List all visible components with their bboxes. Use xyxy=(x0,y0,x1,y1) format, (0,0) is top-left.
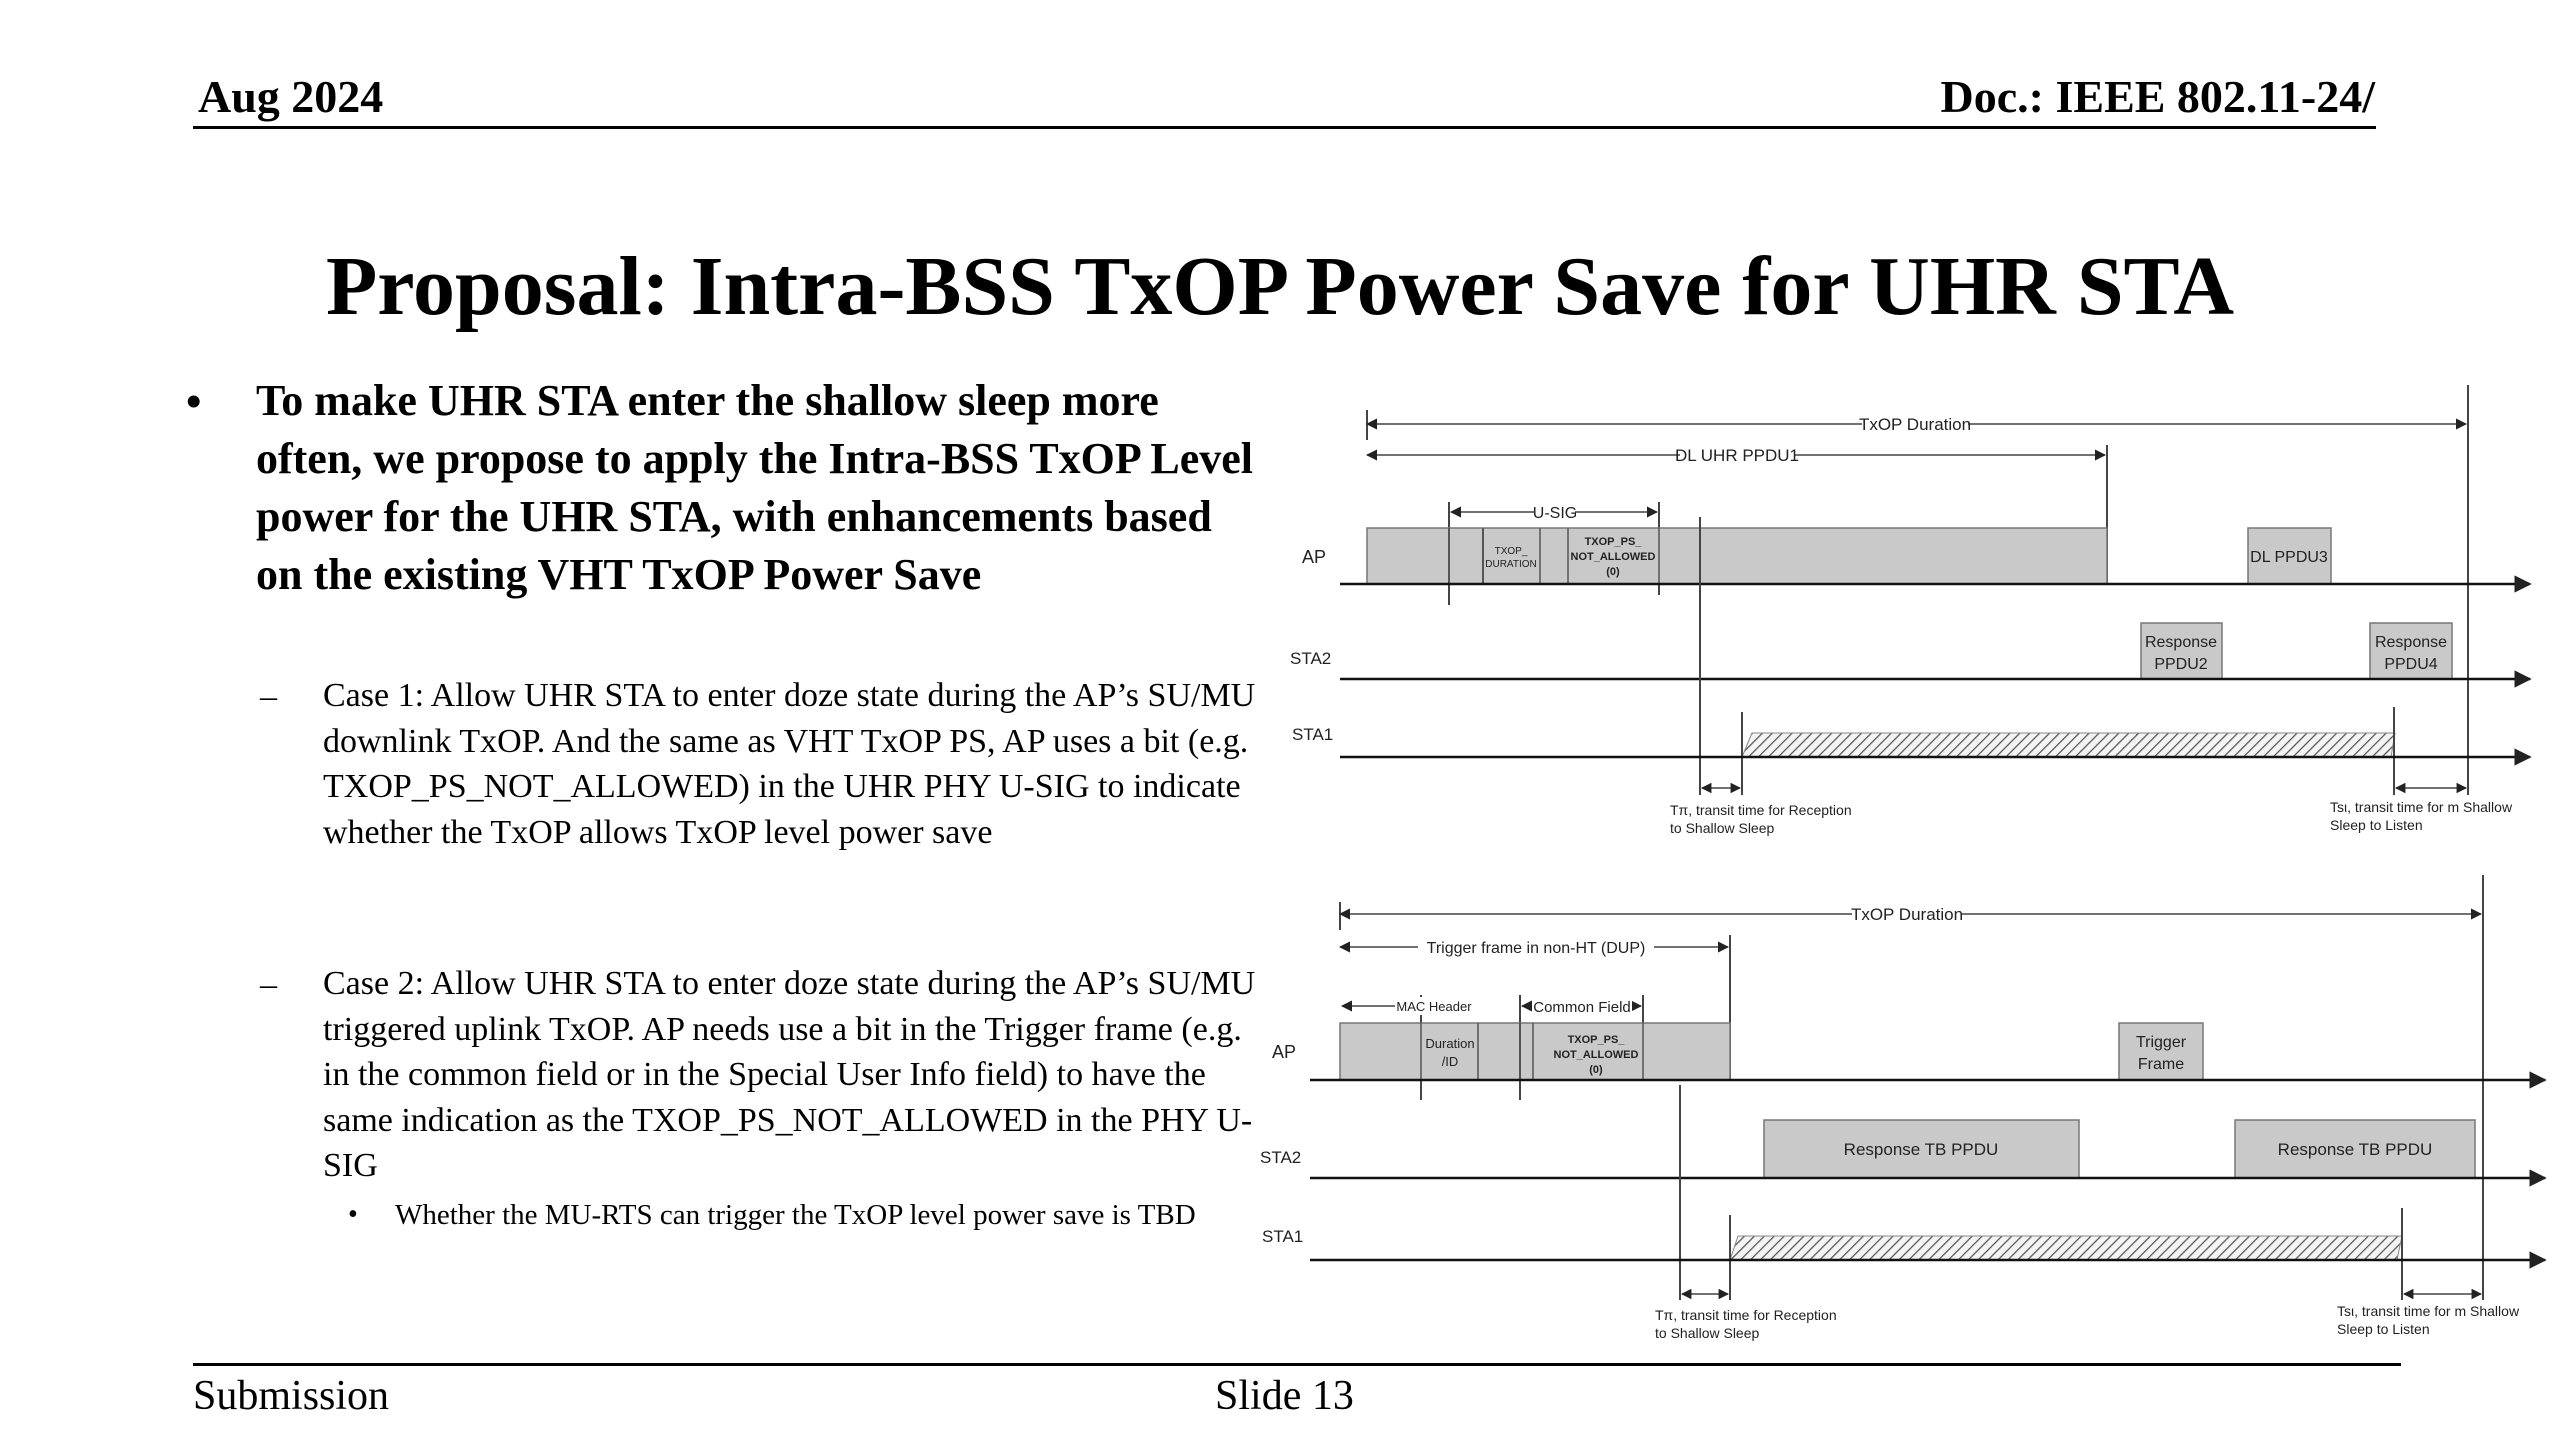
duration-id-line1: Duration xyxy=(1425,1036,1475,1051)
case1-text: Case 1: Allow UHR STA to enter doze state during the AP’s SU/MU downlink TxOP. And the same as VHT TxOP PS, AP uses a bit (e.g. TXOP_PS_NOT_ALLOWED) in the UHR PHY U-SIG to indicate whether the TxOP allows TxOP level power save xyxy=(323,677,1256,851)
sta1-row-label: STA1 xyxy=(1292,725,1334,744)
sub-bullet-marker: • xyxy=(348,1199,358,1230)
note-right-line2: Sleep to Listen xyxy=(2330,817,2423,833)
ap-row-label: AP xyxy=(1302,547,1327,567)
duration-id-line2: /ID xyxy=(1441,1054,1459,1069)
note-left-line2: to Shallow Sleep xyxy=(1670,820,1775,836)
note-right-line1: Tsι, transit time for m Shallow xyxy=(2330,799,2513,815)
sta2-row-label-2: STA2 xyxy=(1260,1148,1302,1167)
sta1-row-label-2: STA1 xyxy=(1262,1227,1304,1246)
txop-ps-field-line3: (0) xyxy=(1606,566,1620,578)
case1-dash: – xyxy=(260,678,277,715)
common-field-label: Common Field xyxy=(1533,999,1631,1016)
case2-dash: – xyxy=(260,966,277,1003)
main-bullet-text: To make UHR STA enter the shallow sleep more often, we propose to apply the Intra-BSS TxOP Level power for the UHR STA, with enhancements based on the existing VHT TxOP Power Save xyxy=(256,376,1253,599)
diagram-1-downlink-txop xyxy=(1290,385,2530,836)
note-left-line1: Tπ, transit time for Reception xyxy=(1670,802,1852,818)
mac-header-label: MAC Header xyxy=(1396,999,1472,1014)
footer-slide-number: Slide 13 xyxy=(1215,1373,1354,1419)
bullet-marker: • xyxy=(186,377,202,426)
txop-duration-field-line2: DURATION xyxy=(1485,559,1537,570)
dl-uhr-ppdu1-block xyxy=(1367,528,2107,584)
txop-ps-field2-line2: NOT_ALLOWED xyxy=(1553,1049,1639,1061)
diagram-2-uplink-txop xyxy=(1260,875,2545,1341)
trigger-frame-nonht-block xyxy=(1340,1023,1730,1080)
sta1-doze-hatch-2 xyxy=(1730,1236,2402,1260)
txop-duration-label: TxOP Duration xyxy=(1858,415,1972,434)
response-ppdu4-line1: Response xyxy=(2374,634,2448,651)
note-right2-line2: Sleep to Listen xyxy=(2337,1321,2430,1337)
response-ppdu4-line2: PPDU4 xyxy=(2384,656,2438,673)
u-sig-label: U-SIG xyxy=(1532,505,1578,522)
header-doc-id: Doc.: IEEE 802.11-24/ xyxy=(1940,71,2375,122)
footer-submission: Submission xyxy=(193,1373,390,1419)
header-date: Aug 2024 xyxy=(198,71,384,122)
sub-bullet-text: Whether the MU-RTS can trigger the TxOP level power save is TBD xyxy=(395,1199,1196,1231)
dl-uhr-ppdu1-label: DL UHR PPDU1 xyxy=(1674,446,1800,465)
trigger-nonht-label: Trigger frame in non-HT (DUP) xyxy=(1426,940,1646,957)
txop-duration-label-2: TxOP Duration xyxy=(1850,905,1964,924)
slide-title: Proposal: Intra-BSS TxOP Power Save for UHR STA xyxy=(325,240,2234,333)
txop-ps-field-line2: NOT_ALLOWED xyxy=(1570,551,1656,563)
trigger-frame-line1: Trigger xyxy=(2135,1034,2187,1051)
response-tb-ppdu-label-2: Response TB PPDU xyxy=(2277,1140,2433,1159)
trigger-frame-line2: Frame xyxy=(2137,1056,2185,1073)
response-ppdu2-line2: PPDU2 xyxy=(2154,656,2208,673)
note-left2-line2: to Shallow Sleep xyxy=(1655,1325,1760,1341)
case2-text: Case 2: Allow UHR STA to enter doze state during the AP’s SU/MU triggered uplink TxOP. AP needs use a bit in the Trigger frame (e.g. in the common field or in the Special User Info field) to have the same indication as the TXOP_PS_NOT_ALLOWED in the PHY U-SIG xyxy=(323,965,1256,1184)
txop-ps-field2-line1: TXOP_PS_ xyxy=(1567,1034,1625,1046)
note-right2-line1: Tsι, transit time for m Shallow xyxy=(2337,1303,2520,1319)
note-left2-line1: Tπ, transit time for Reception xyxy=(1655,1307,1837,1323)
response-ppdu2-line1: Response xyxy=(2144,634,2218,651)
txop-ps-field-line1: TXOP_PS_ xyxy=(1584,536,1642,548)
ap-row-label-2: AP xyxy=(1272,1042,1297,1062)
dl-ppdu3-label: DL PPDU3 xyxy=(2250,549,2328,566)
sta1-doze-hatch xyxy=(1742,733,2395,757)
sta2-row-label: STA2 xyxy=(1290,649,1332,668)
response-tb-ppdu-label-1: Response TB PPDU xyxy=(1843,1140,1999,1159)
txop-duration-field-line1: TXOP_ xyxy=(1494,546,1528,557)
txop-ps-field2-line3: (0) xyxy=(1589,1064,1603,1076)
